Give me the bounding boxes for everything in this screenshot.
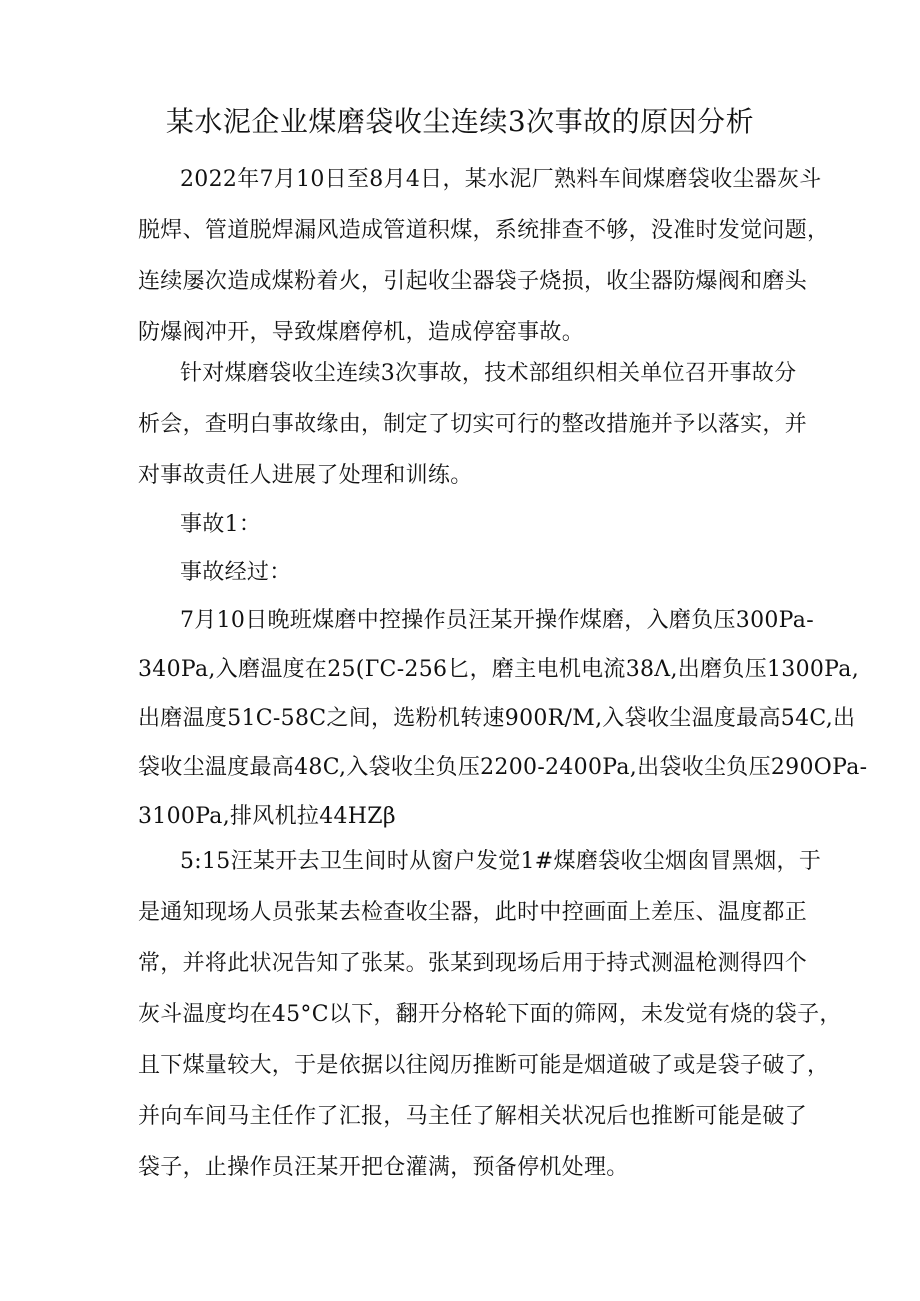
- paragraph-1-line-3: 连续屡次造成煤粉着火，引起收尘器袋子烧损，收尘器防爆阀和磨头: [138, 269, 808, 294]
- paragraph-6-line-5: 且下煤量较大，于是依据以往阅历推断可能是烟道破了或是袋子破了，: [138, 1053, 830, 1078]
- paragraph-5-line-2: 340Pa,入磨温度在25(ГC-256匕，磨主电机电流38Λ,出磨负压1300Pa,: [138, 657, 860, 682]
- accident-1-heading: 事故1：: [180, 512, 262, 537]
- paragraph-5-line-3: 出磨温度51C-58C之间，选粉机转速900R/M,入袋收尘温度最高54C,出: [138, 706, 856, 731]
- paragraph-6-line-2: 是通知现场人员张某去检查收尘器，此时中控画面上差压、温度都正: [138, 900, 808, 925]
- paragraph-5-line-5: 3100Pa,排风机拉44HZβ: [138, 804, 396, 829]
- paragraph-2-line-3: 对事故责任人进展了处理和训练。: [138, 463, 473, 488]
- paragraph-6-line-7: 袋子，止操作员汪某开把仓灌满，预备停机处理。: [138, 1155, 629, 1180]
- accident-process-heading: 事故经过：: [180, 560, 292, 585]
- paragraph-6-line-6: 并向车间马主任作了汇报，马主任了解相关状况后也推断可能是破了: [138, 1104, 808, 1129]
- paragraph-6-line-4: 灰斗温度均在45°C以下，翻开分格轮下面的筛网，未发觉有烧的袋子，: [138, 1002, 842, 1027]
- document-title: 某水泥企业煤磨袋收尘连续3次事故的原因分析: [165, 105, 755, 138]
- paragraph-6-line-3: 常，并将此状况告知了张某。张某到现场后用于持式测温枪测得四个: [138, 951, 808, 976]
- paragraph-5-line-1: 7月10日晚班煤磨中控操作员汪某开操作煤磨，入磨负压300Pa-: [180, 608, 814, 633]
- paragraph-5-line-4: 袋收尘温度最高48C,入袋收尘负压2200-2400Pa,出袋收尘负压290OPa-: [138, 755, 868, 780]
- paragraph-1-line-1: 2022年7月10日至8月4日，某水泥厂熟料车间煤磨袋收尘器灰斗: [180, 167, 822, 192]
- paragraph-1-line-2: 脱焊、管道脱焊漏风造成管道积煤，系统排查不够，没准时发觉问题，: [138, 218, 830, 243]
- paragraph-2-line-1: 针对煤磨袋收尘连续3次事故，技术部组织相关单位召开事故分: [180, 361, 797, 386]
- paragraph-2-line-2: 析会，查明白事故缘由，制定了切实可行的整改措施并予以落实，并: [138, 412, 808, 437]
- paragraph-1-line-4: 防爆阀冲开，导致煤磨停机，造成停窑事故。: [138, 320, 585, 345]
- paragraph-6-line-1: 5:15汪某开去卫生间时从窗户发觉1#煤磨袋收尘烟囱冒黑烟，于: [180, 849, 822, 874]
